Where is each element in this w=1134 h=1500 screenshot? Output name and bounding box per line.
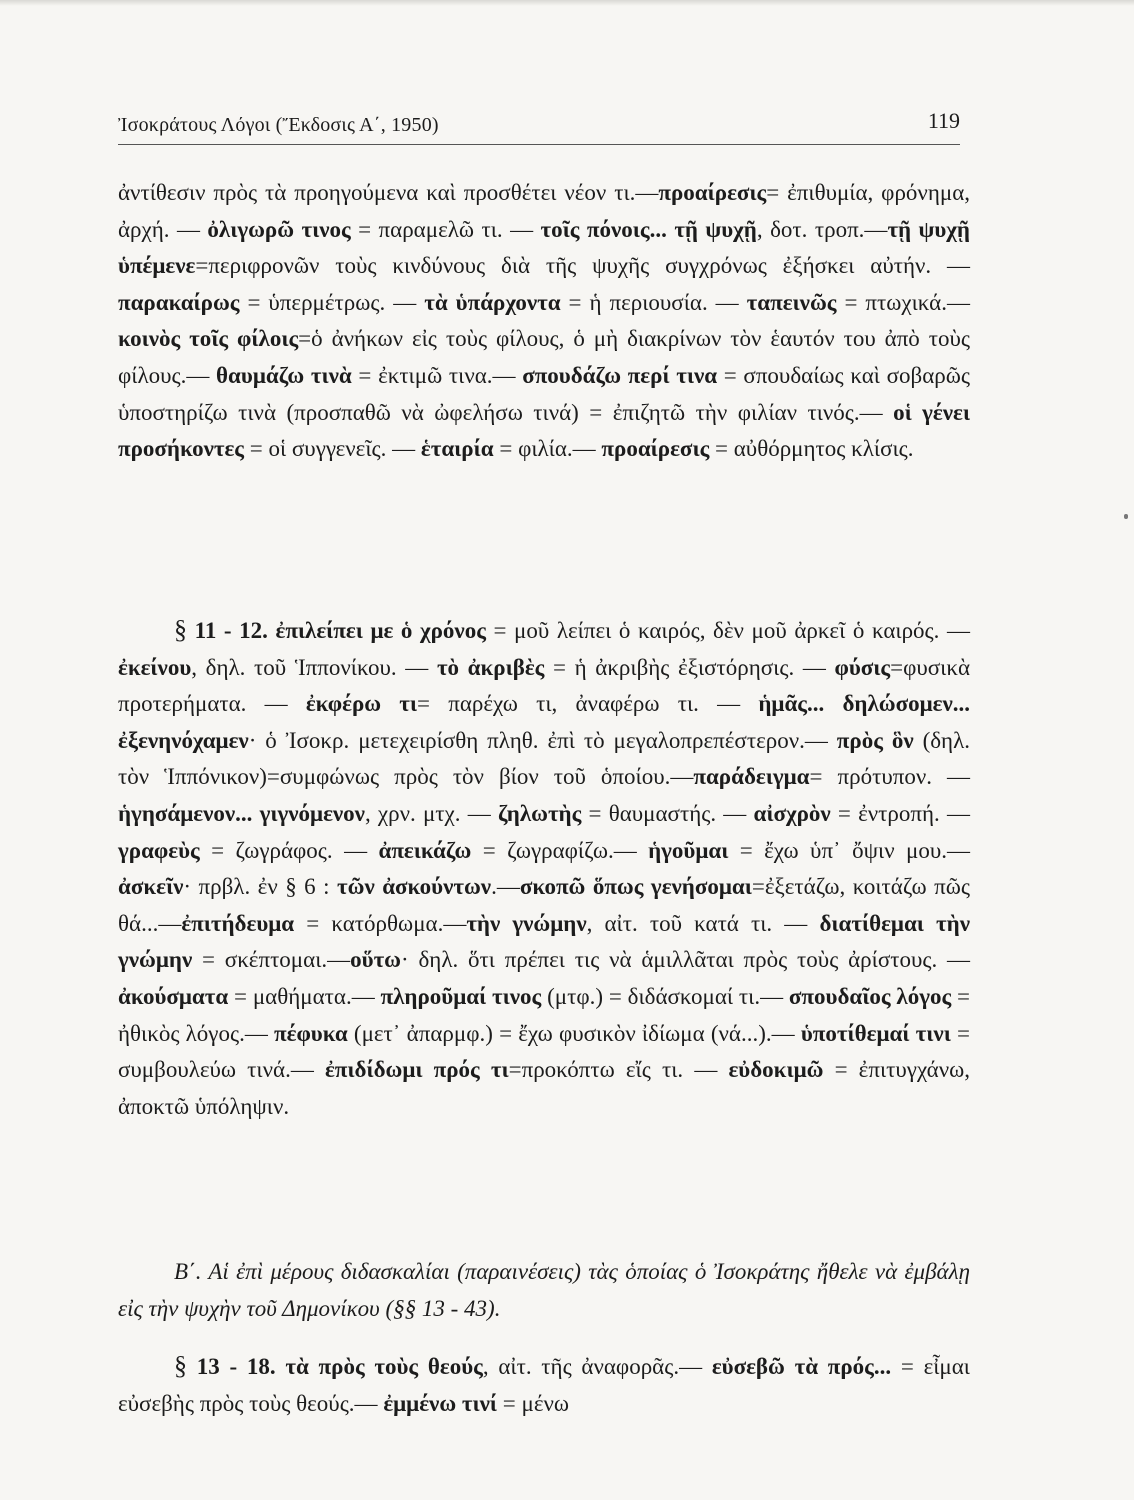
headword: ἡμᾶς... δηλώσομεν... ἐξενηνόχαμεν	[118, 691, 970, 753]
headword: τὸ ἀκριβὲς	[436, 654, 545, 680]
gloss: = πτωχικά.—	[836, 289, 970, 315]
headword: τὰ ὑπάρχοντα	[424, 289, 561, 315]
headword: ἀκούσματα	[118, 983, 229, 1009]
headword: ὀλιγωρῶ τινος	[207, 216, 351, 242]
paragraph-1	[118, 175, 970, 468]
gloss: =περιφρονῶν τοὺς κινδύνους διὰ τῆς ψυχῆς συγχρόνως ἐξήσκει αὐτήν. —	[195, 253, 970, 279]
gloss: · ὁ Ἰσοκρ. μετεχειρίσθη πληθ. ἐπὶ τὸ μεγαλοπρεπέστερον.—	[248, 727, 837, 753]
headword: ἐμμένω τινί	[383, 1390, 498, 1416]
gloss: = πρότυπον. —	[809, 764, 970, 790]
gloss: = μοῦ λείπει ὁ καιρός, δὲν μοῦ ἀρκεῖ ὁ καιρός. —	[485, 618, 970, 643]
paragraph-3	[118, 1348, 970, 1422]
headword: πέφυκα	[274, 1020, 348, 1046]
gloss: = ζωγραφίζω.—	[471, 837, 649, 863]
headword: τὰ πρὸς τοὺς θεούς	[275, 1354, 483, 1379]
gloss: = κατόρθωμα.—	[294, 910, 467, 936]
gloss: , αἰτ. τῆς ἀναφορᾶς.—	[482, 1354, 712, 1379]
gloss: = εἶμαι εὐσεβὴς πρὸς τοὺς θεούς.—	[118, 1354, 970, 1416]
paragraph-1-text	[118, 180, 970, 461]
gloss: (δηλ. τὸν Ἱππόνικον)=συμφώνως πρὸς τὸν βίον τοῦ ὁποίου.—	[118, 727, 970, 790]
headword: φύσις	[834, 654, 891, 680]
gloss: · πρβλ. ἐν § 6 :	[183, 874, 338, 900]
gloss: = ἔχω ὑπ᾿ ὄψιν μου.—	[728, 837, 970, 863]
headword: εὐσεβῶ τὰ πρός...	[711, 1354, 892, 1379]
subheading: Β΄. Αἱ ἐπὶ μέρους διδασκαλίαι (παραινέσεις) τὰς ὁποίας ὁ Ἰσοκράτης ἤθελε νὰ ἐμβάλῃ εἰς τὴν ψυχὴν τοῦ Δημονίκου (§§ 13 - 43).	[118, 1259, 970, 1321]
gloss: , χρν. μτχ. —	[364, 800, 498, 826]
gloss: = ὑπερμέτρως. —	[239, 289, 425, 315]
headword: τῶν ἀσκούντων	[337, 874, 492, 900]
gloss: = ἠθικὸς λόγος.—	[118, 983, 970, 1046]
gloss: = ζωγράφος. —	[199, 837, 379, 863]
headword: τὴν γνώμην	[466, 910, 587, 936]
gloss: = αὐθόρμητος κλίσις.	[709, 436, 914, 462]
headword: τῇ ψυχῇ ὑπέμενε	[118, 216, 970, 279]
gloss: = συμβουλεύω τινά.—	[118, 1020, 971, 1083]
section-mark: §	[174, 615, 187, 644]
headword: προαίρεσις	[658, 180, 767, 205]
gloss: =προκόπτω εἴς τι. —	[508, 1057, 729, 1083]
gloss: = ἡ περιουσία. —	[560, 289, 747, 315]
gloss: = οἱ συγγενεῖς. —	[244, 436, 421, 462]
gloss: = ἐντροπή. —	[830, 800, 970, 826]
headword: οὕτω	[350, 947, 401, 973]
gloss: (μετ᾿ ἀπαρμφ.) = ἔχω φυσικὸν ἰδίωμα (νά...).—	[347, 1020, 801, 1046]
gloss: = παραμελῶ τι. —	[350, 216, 541, 242]
section-mark-2: §	[174, 1351, 187, 1380]
gloss: = παρέχω τι, ἀναφέρω τι. —	[417, 691, 759, 717]
headword: ζηλωτὴς	[497, 800, 582, 826]
gloss: = ἐπιτυγχάνω, ἀποκτῶ ὑπόληψιν.	[118, 1057, 970, 1119]
section-number: 11 - 12.	[194, 618, 268, 643]
headword: παράδειγμα	[693, 764, 810, 790]
gloss: , δηλ. τοῦ Ἱππονίκου. —	[191, 654, 437, 680]
page-header	[118, 104, 960, 144]
header-rule	[118, 144, 960, 145]
scan-edge	[0, 0, 1134, 6]
gloss: = μένω	[497, 1390, 570, 1416]
headword: ἡγησάμενον... γιγνόμενον	[118, 800, 365, 826]
gloss: =ἐξετάζω, κοιτάζω πῶς θά...—	[118, 874, 971, 936]
headword: παρακαίρως	[118, 289, 240, 315]
headword: ἑταιρία	[420, 436, 494, 462]
headword: ἐκείνου	[118, 654, 192, 680]
headword: σκοπῶ ὅπως γενήσομαι	[519, 874, 752, 900]
headword: οἱ γένει προσήκοντες	[118, 399, 970, 462]
headword: σπουδαῖος λόγος	[788, 983, 952, 1009]
headword: πληροῦμαί τινος	[380, 983, 542, 1009]
gloss: .—	[491, 874, 520, 900]
headword: ἀπεικάζω	[378, 837, 472, 863]
headword: αἰσχρὸν	[753, 800, 831, 826]
gloss: = σπουδαίως καὶ σοβαρῶς ὑποστηρίζω τινὰ (προσπαθῶ νὰ ὠφελήσω τινά) = ἐπιζητῶ τὴν φιλίαν τινός.—	[118, 362, 970, 425]
scan-speck	[1124, 514, 1128, 519]
gloss: · δηλ. ὅτι πρέπει τις νὰ ἁμιλλᾶται πρὸς τοὺς ἀρίστους. —	[401, 947, 971, 973]
headword: εὐδοκιμῶ	[728, 1057, 824, 1083]
gloss: =ὁ ἀνήκων εἰς τοὺς φίλους, ὁ μὴ διακρίνων τὸν ἑαυτόν του ἀπὸ τοὺς φίλους.—	[118, 326, 970, 388]
paragraph-2	[118, 612, 970, 1125]
gloss: = ἐκτιμῶ τινα.—	[351, 362, 523, 388]
gloss: = μαθήματα.—	[228, 983, 381, 1009]
headword: κοινὸς τοῖς φίλοις	[118, 326, 299, 352]
headword: πρὸς ὃν	[836, 727, 914, 753]
paragraph-2-text	[118, 618, 970, 1119]
gloss: , δοτ. τροπ.—	[756, 216, 888, 242]
page-number: 119	[927, 108, 960, 133]
headword: ἐπιδίδωμι πρός τι	[324, 1057, 509, 1083]
running-title: Ἰσοκράτους Λόγοι (Ἔκδοσις Α΄, 1950)	[118, 114, 439, 136]
headword: ἐπιτήδευμα	[181, 910, 295, 936]
gloss: ἀντίθεσιν πρὸς τὰ προηγούμενα καὶ προσθέτει νέον τι.—	[118, 180, 659, 205]
headword: ἀσκεῖν	[118, 874, 184, 900]
gloss: (μτφ.) = διδάσκομαί τι.—	[541, 983, 789, 1009]
headword: σπουδάζω περί τινα	[522, 362, 718, 388]
headword: τοῖς πόνοις... τῇ ψυχῇ	[540, 216, 757, 242]
headword: ἐκφέρω τι	[305, 691, 418, 717]
headword: ὑποτίθεμαί τινι	[800, 1020, 951, 1046]
headword: γραφεὺς	[118, 837, 200, 863]
gloss: , αἰτ. τοῦ κατά τι. —	[586, 910, 820, 936]
headword: θαυμάζω τινὰ	[216, 362, 352, 388]
headword: διατίθεμαι τὴν γνώμην	[118, 910, 970, 973]
gloss: = σκέπτομαι.—	[192, 947, 351, 973]
headword: ἡγοῦμαι	[648, 837, 729, 863]
headword: ἐπιλείπει με ὁ χρόνος	[267, 618, 486, 643]
gloss: = θαυμαστής. —	[581, 800, 754, 826]
gloss: = φιλία.—	[493, 436, 602, 462]
headword: προαίρεσις	[601, 436, 710, 462]
gloss: =φυσικὰ προτερήματα. —	[118, 654, 971, 717]
section-number-2: 13 - 18.	[196, 1354, 276, 1379]
gloss: = ἡ ἀκριβὴς ἐξιστόρησις. —	[544, 654, 835, 680]
headword: ταπεινῶς	[746, 289, 837, 315]
gloss: = ἐπιθυμία, φρόνημα, ἀρχή. —	[118, 180, 970, 242]
